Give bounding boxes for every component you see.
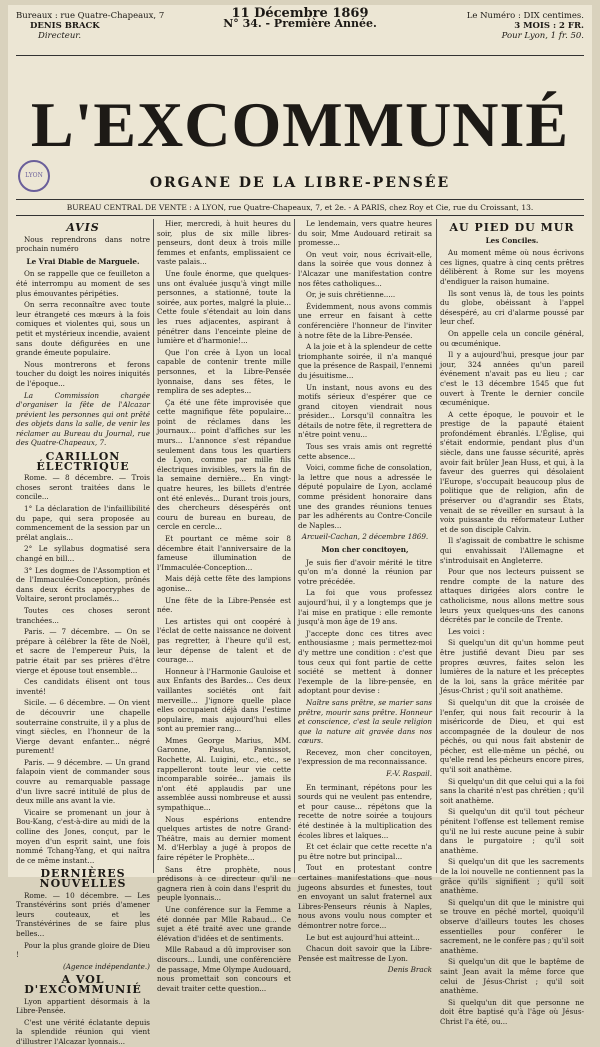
commission-notice: La Commission chargée d'organiser la fête de l'Alcazar prévient les personnes qui ont prêté des objets dans la salle, de venir les réclamer au Bureau du Journal, rue des Quatre-Chapeaux, 7. [16,390,150,448]
letter-paragraph: La foi que vous professez aujourd'hui, il y a longtemps que je l'ai mise en pratique : elle remonte jusqu'à mon âge de 19 ans. [298,588,432,627]
carillon-heading: CARILLON ÉLECTRIQUE [36,450,130,473]
conciles-subheading: Les Conciles. [485,235,539,245]
price-subscription: 3 MOIS : 2 FR. [514,21,584,31]
article-paragraph: Nous espérions entendre quelques artistes de notre Grand-Théâtre, mais au dernier moment M. d'Herblay a jugé à propos de faire répéter le Prophète... [157,814,291,862]
article-paragraph: Mlle Rabaud a dû improviser son discours... Lundi, une conférencière de passage, Mme Olympe Audouard, nous promettait son concours et devait traiter cette question... [157,945,292,993]
carillon-paragraph: Toutes ces choses seront tranchées... [16,605,150,625]
bureau-rule-bottom [16,215,584,216]
article-paragraph: Le lendemain, vers quatre heures du soir, Mme Audouard retirait sa promesse... [298,219,432,248]
article-paragraph: Que l'on crée à Lyon un local capable de contenir trente mille personnes, et la Libre-Pensée lyonnaise, dans ses fêtes, le remplira de ses adeptes... [157,347,291,396]
article-paragraph: Et pourtant ce même soir 8 décembre était l'anniversaire de la fameuse illumination de l'Immaculée-Conception... [157,534,291,572]
article-paragraph: Hier, mercredi, à huit heures du soir, plus de six mille libres-penseurs, dont deux à trois mille femmes et enfants, emplissaient ce vaste palais... [157,219,291,267]
article-paragraph: Mmes George Marius, MM. Garonne, Paulus, Pannissot, Rochette, Al. Luigini, etc., etc., se rappelleront toute leur vie cette incomparable soirée... jamais ils n'ont été applaudis par une assemblée aussi nombreuse et aussi sympathique... [157,735,291,813]
article-paragraph: Une foule énorme, que quelques-uns ont évaluée jusqu'à vingt mille personnes, a stationné, toute la soirée, aux portes, malgré la pluie... Cette foule s'étendait au loin dans les rues adjacentes, aspirant à pénétrer dans l'enceinte pleine de lumière et d'harmonie!... [157,268,291,346]
carillon-paragraph: Rome. — 8 décembre. — Trois choses seront traitées dans le concile... [16,473,150,502]
masthead-title: L'EXCOMMUNIÉ [30,89,570,160]
columns [16,219,584,1046]
avis-paragraph: On se rappelle que ce feuilleton a été interrompu au moment de ses plus émouvantes péripéties. [16,269,150,298]
article-signature: Denis Brack [387,965,432,975]
article-paragraph: On appelle cela un concile général, ou œcuménique. [440,328,584,348]
letter-paragraph: Recevez, mon cher concitoyen, l'expression de ma reconnaissance. [298,747,432,767]
article-paragraph: Ça été une fête improvisée que cette magnifique fête populaire... point de réclames dans les journaux... point d'affiches sur les murs... L'annonce s'est répandue seulement dans tous les quartiers de Lyon, comme par mille fils électriques invisibles, vers la fin de la semaine dernière... En vingt-quatre heures, les billets d'entrée ont été enlevés... Durant trois jours, des chercheurs désespérés ont couru de bureau en bureau, de cercle en cercle... [157,397,291,532]
column-2 [157,219,292,993]
issue-date: 11 Décembre 1869 [231,6,369,21]
canon-paragraph: Si quelqu'un dit qu'il tout pécheur pénitent l'offense est tellement remise qu'il ne lui reste aucune peine à subir dans le purgatoire ; qu'il soit anathème. [440,807,584,855]
vol-heading: A VOL D'EXCOMMUNIÉ [24,973,142,996]
letter-paragraph: Naître sans prêtre, se marier sans prêtre, mourir sans prêtre. Honneur et conscience, c'est la seule religion que la nature ait gravée dans nos cœurs. [298,697,432,746]
article-paragraph: Or, je suis chrétienne..... [306,290,396,300]
article-paragraph: On veut voir, nous écrivait-elle, dans la soirée que vous donnez à l'Alcazar une manifestation contre nos fêtes catholiques... [298,249,432,288]
letter-paragraph: J'accepte donc ces titres avec enthousiasme ; mais permettez-moi d'y mettre une condition : c'est que tous ceux qui font partie de cette société se mettent à donner l'exemple de la libre-pensée, en adoptant pour devise : [298,628,432,696]
masthead-subtitle: ORGANE DE LA LIBRE-PENSÉE [149,175,451,191]
director-title: Directeur. [38,31,82,41]
pied-du-mur-heading: AU PIED DU MUR [449,221,575,234]
article-paragraph: En terminant, répétons pour les sourds qui ne veulent pas entendre, et pour cause... répétons que la recette de notre soirée a toujours été destinée à la multiplication des écoles libres et laïques... [298,782,432,840]
article-paragraph: Au moment même où nous écrivons ces lignes, quatre à cinq cents prêtres délibèrent à Rome sur les moyens d'endiguer la raison humaine. [440,248,584,286]
newspaper-page [8,5,592,1046]
column-1 [16,219,150,1046]
article-paragraph: Une conférence sur la Femme a été donnée par Mlle Rabaud... Ce sujet a été traité avec une grande élévation d'idées et de sentiments. [157,904,291,943]
canon-paragraph: Si quelqu'un dit que la croisée de l'enfer, qui nous fait recourir à la miséricorde de Dieu, et qui est accompagnée de la douleur de nos péchés, ou qui nous fait abstenir de pécher, est elle-même un péché, ou qu'elle rend les pécheurs encore pires, qu'il soit anathème. [440,697,584,775]
article-paragraph: Une fête de la Libre-Pensée est née. [157,595,291,615]
bureau-line: BUREAU CENTRAL DE VENTE : A LYON, rue Quatre-Chapeaux, 7, et 2e. - A PARIS, chez Roy et Cie, rue du Croissant, 13. [66,203,534,212]
carillon-paragraph: Paris. — 9 décembre. — Un grand falapoin vient de commander sous couvre au remarquable passage d'un livre sacré intitulé de plus de deux mille ans avant la vie. [16,757,150,806]
article-paragraph: Évidemment, nous avons commis une erreur en faisant à cette conférencière l'honneur de l'inviter à notre fête de la Libre-Pensée. [298,301,432,340]
column-3 [298,219,432,975]
canon-paragraph: Si quelqu'un dit que les sacrements de la loi nouvelle ne contiennent pas la grâce qu'ils signifient ; qu'il soit anathème. [440,857,584,896]
article-paragraph: Les voici : [448,626,485,636]
avis-heading: AVIS [66,221,100,234]
dernieres-paragraph: Rome. — 10 décembre. — Les Transtévérins sont priés d'amener leurs couteaux, et les Transtévérines de se faire plus belles... [16,890,150,938]
canon-paragraph: Si quelqu'un dit que le ministre qui se trouve en péché mortel, quoiqu'il observe d'ailleurs toutes les choses essentielles pour conférer le sacrement, ne le confère pas ; qu'il soit anathème. [440,897,584,955]
carillon-paragraph: 1° La déclaration de l'infaillibilité du pape, qui sera proposée au commencement de la session par un prélat anglais... [16,504,150,542]
article-paragraph: Tous ses vrais amis ont regretté cette absence... [298,442,432,461]
article-paragraph: Honneur à l'Harmonie Gauloise et aux Enfants des Bardes... Ces deux vaillantes sociétés ont fait merveille... J'ignore quelle place elles occupaient déjà dans l'estime populaire, mais aujourd'hui elles sont au premier rang... [157,666,291,734]
dernieres-source: (Agence indépendante.) [62,961,150,971]
canon-paragraph: Si quelqu'un dit que celui qui a la foi sans la charité n'est pas chrétien ; qu'il soit anathème. [440,776,584,805]
dernieres-paragraph: Pour la plus grande gloire de Dieu ! [16,940,150,960]
article-paragraph: Le but est aujourd'hui atteint... [306,932,420,942]
price-lyon: Pour Lyon, 1 fr. 50. [501,31,584,41]
vol-paragraph: Lyon appartient désormais à la Libre-Pensée. [16,996,150,1016]
article-paragraph: Il y a aujourd'hui, presque jour par jour, 324 années qu'un pareil événement n'avait pas eu lieu ; car c'est le 13 décembre 1545 que fut ouvert à Trente le dernier concile œcuménique. [440,350,584,408]
carillon-paragraph: Sicile. — 6 décembre. — On vient de découvrir une chapelle souterraine construite, il y a plus de vingt siècles, en l'honneur de la Vierge devant enfanter... négré purement! [16,698,150,756]
article-paragraph: Les artistes qui ont coopéré à l'éclat de cette naissance ne doivent pas regretter, à l'heure qu'il est, leur dépense de talent et de courage... [157,616,291,665]
bureaux-address: Bureaux : rue Quatre-Chapeaux, 7 [16,11,165,21]
carillon-paragraph: Ces candidats élisent ont tous inventé! [16,677,150,696]
header-rule [16,55,584,56]
avis-paragraph: Nous montrerons et ferons toucher du doigt les noires iniquités de l'époque... [16,359,150,388]
article-paragraph: Pour que nos lecteurs puissent se rendre compte de la nature des attaques dirigées alors contre le catholicisme, nous allons mettre sous leurs yeux quelques-uns des canons décrétés par le concile de Trente. [440,567,584,625]
letter-paragraph: Je suis fier d'avoir mérité le titre qu'on m'a donné la réunion par votre précédée. [298,557,432,586]
letter-place: Arcueil-Cachan, 2 décembre 1869. [301,532,429,542]
article-paragraph: Ils sont venus là, de tous les points du globe, obéissant à l'appel désespéré, au cri d'alarme poussé par leur chef. [440,288,584,327]
article-paragraph: A la joie et à la splendeur de cette triomphante soirée, il n'a manqué que la présence de Raspail, l'ennemi du jésuitisme... [298,342,432,380]
price-number: Le Numéro : DIX centimes. [466,11,584,21]
letter-salutation: Mon cher concitoyen, [321,545,409,554]
library-stamp: LYON [18,160,50,192]
carillon-paragraph: Vicaire se promenant un jour à Bou-Kang, c'est-à-dire au midi de la colline des Jones, conçut, par le moyen d'un esprit saint, une fois nommé Tchang-Yang, et qui naîtra de ce même instant... [16,807,150,865]
article-paragraph: Chacun doit savoir que la Libre-Pensée est maîtresse de Lyon. [298,944,432,963]
article-paragraph: Et cet éclair que cette recette n'a pu être notre but principal... [298,842,432,861]
canon-paragraph: Si quelqu'un dit que personne ne doit être baptisé qu'à l'âge où Jésus-Christ l'a été, ou... [440,997,584,1026]
bureau-rule-top [16,199,584,200]
header-right [467,11,584,41]
article-paragraph: Un instant, nous avons eu des motifs sérieux d'espérer que ce grand citoyen viendrait nous présider... Lorsqu'il connaîtra les détails de notre fête, il regrettera de n'être point venu... [298,382,432,440]
letter-signature: F.-V. Raspail. [386,769,432,779]
article-paragraph: A cette époque, le pouvoir et le prestige de la papauté étaient profondément ébranlés. L'Église, qui s'était endormie, pendant plus d'un siècle, dans une fausse sécurité, après avoir fait brûler Jean Huss, et qui, à la faveur des guerres qui désolaient l'Europe, s'occupait beaucoup plus de politique que de religion, afin de préserver ou d'agrandir ses États, venait de se réveiller en sursaut à la voix puissante du réformateur Luther et de son disciple Calvin. [440,409,584,534]
carillon-paragraph: 2° Le syllabus dogmatisé sera changé en bill... [16,544,150,563]
vol-paragraph: C'est une vérité éclatante depuis la splendide réunion qui vient d'illustrer l'Alcazar lyonnais... [16,1017,150,1046]
carillon-paragraph: Paris. — 7 décembre. — On se prépare à célébrer la fête de Noël, et sacre de l'empereur Puis, la patrie était par ses prières d'être vierge et épouse tout ensemble... [16,627,150,675]
article-paragraph: Mais déjà cette fête des lampions agonise... [157,574,291,593]
carillon-paragraph: 3° Les dogmes de l'Assomption et de l'Immaculée-Conception, prônés dans deux écrits apocryphes de Voltaire, seront proclamés... [16,565,150,604]
avis-paragraph: On serra reconnaître avec toute leur étrangeté ces mœurs à la fois comiques et violentes qui, sous un petit et mystérieux incendie, avaient sans doute défigurées en une grande émeute populaire. [16,300,150,358]
article-paragraph: Tout en protestant contre certaines manifestations que nous jugeons absurdes et funestes, tout en envoyant un salut fraternel aux Libres-Penseurs réunis à Naples, nous avons voulu nous compter et démontrer notre force... [298,863,432,930]
article-paragraph: Il s'agissait de combattre le schisme qui envahissait l'Allemagne et s'introduisait en Angleterre. [440,536,584,565]
canon-paragraph: Si quelqu'un dit que le baptême de saint Jean avait la même force que celui de Jésus-Christ ; qu'il soit anathème. [440,957,584,996]
column-4 [440,219,584,1026]
dernieres-heading: DERNIÈRES NOUVELLES [39,867,127,890]
avis-subheading: Le Vrai Diable de Marguele. [26,256,140,266]
article-paragraph: Voici, comme fiche de consolation, la lettre que nous a adressée le député populaire de Lyon, acclamé comme président honoraire dans une des grandes réunions tenues par les adhérents au Contre-Concile de Naples... [298,463,432,530]
issue-number: N° 34. - Première Année. [223,17,377,30]
article-paragraph: Sans être prophète, nous prédisons à ce directeur qu'il ne gagnera rien à coin dans l'esprit du peuple lyonnais... [157,864,291,903]
director-name: DENIS BRACK [30,21,100,31]
canon-paragraph: Si quelqu'un dit qu'un homme peut être justifié devant Dieu par ses propres œuvres, faites selon les lumières de la nature et les préceptes de la loi, sans la grâce méritée par Jésus-Christ ; qu'il soit anathème. [440,638,584,696]
avis-paragraph: Nous reprendrons dans notre prochain numéro [16,234,150,254]
